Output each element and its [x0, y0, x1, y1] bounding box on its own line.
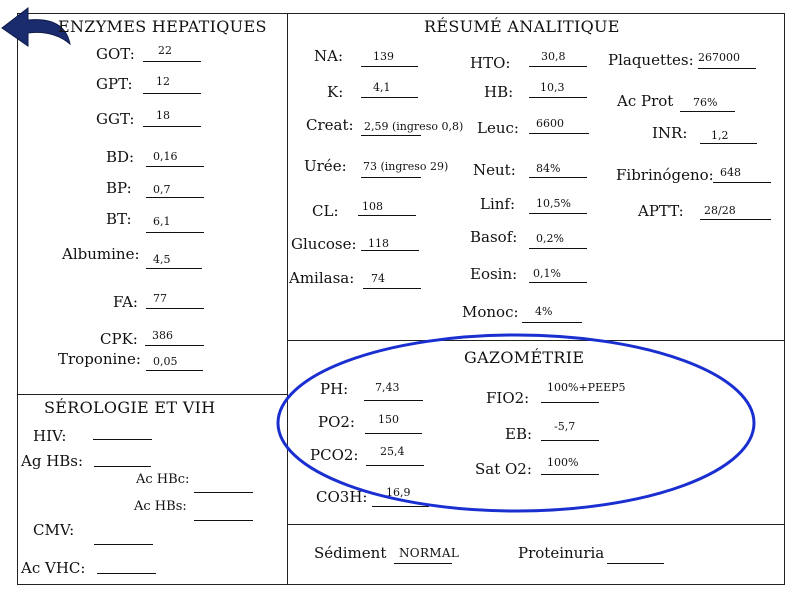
- bp-value: 0,7: [153, 183, 171, 196]
- linf-field[interactable]: [529, 213, 587, 214]
- cmv-label: CMV:: [33, 521, 75, 539]
- achbs-field[interactable]: [194, 520, 253, 521]
- gpt-label: GPT:: [96, 75, 133, 93]
- sediment-field[interactable]: [394, 563, 452, 564]
- monoc-value: 4%: [535, 305, 553, 318]
- troponine-value: 0,05: [153, 355, 178, 368]
- ggt-value: 18: [156, 109, 170, 122]
- fibrinogeno-label: Fibrinógeno:: [616, 166, 714, 184]
- cmv-field[interactable]: [94, 544, 153, 545]
- hto-label: HTO:: [470, 54, 511, 72]
- ggt-label: GGT:: [96, 110, 135, 128]
- basof-field[interactable]: [529, 248, 587, 249]
- bd-value: 0,16: [153, 150, 178, 163]
- glucose-field[interactable]: [361, 250, 419, 251]
- pco2-value: 25,4: [380, 445, 405, 458]
- enzymes-title: ENZYMES HEPATIQUES: [58, 17, 267, 36]
- fio2-label: FIO2:: [486, 389, 530, 407]
- serologie-title: SÉROLOGIE ET VIH: [44, 398, 216, 417]
- got-label: GOT:: [96, 45, 135, 63]
- divider-left-horizontal: [17, 394, 287, 395]
- monoc-label: Monoc:: [462, 303, 519, 321]
- eosin-field[interactable]: [529, 282, 587, 283]
- cpk-value: 386: [152, 329, 173, 342]
- co3h-label: CO3H:: [316, 488, 368, 506]
- cpk-field[interactable]: [145, 345, 204, 346]
- leuc-label: Leuc:: [477, 119, 519, 137]
- proteinuria-field[interactable]: [607, 563, 664, 564]
- k-label: K:: [327, 83, 344, 101]
- uree-label: Urée:: [304, 157, 347, 175]
- sato2-value: 100%: [547, 456, 579, 469]
- amilasa-value: 74: [371, 272, 385, 285]
- creat-value: 2,59 (ingreso 0,8): [364, 120, 464, 133]
- k-field[interactable]: [361, 97, 418, 98]
- aghbs-label: Ag HBs:: [21, 452, 84, 470]
- bt-label: BT:: [106, 210, 132, 228]
- proteinuria-label: Proteinuria: [518, 544, 605, 562]
- inr-field[interactable]: [700, 143, 757, 144]
- inr-value: 1,2: [711, 129, 729, 142]
- resume-title: RÉSUMÉ ANALITIQUE: [424, 17, 620, 36]
- ggt-field[interactable]: [143, 126, 201, 127]
- gpt-value: 12: [156, 75, 170, 88]
- basof-value: 0,2%: [536, 232, 564, 245]
- albumine-value: 4,5: [153, 253, 171, 266]
- uree-value: 73 (ingreso 29): [363, 160, 449, 173]
- achbs-label: Ac HBs:: [134, 499, 187, 514]
- bp-label: BP:: [106, 179, 132, 197]
- bd-label: BD:: [106, 148, 135, 166]
- creat-label: Creat:: [306, 116, 354, 134]
- neut-field[interactable]: [529, 177, 587, 178]
- hiv-field[interactable]: [93, 439, 152, 440]
- highlight-ellipse: [270, 330, 796, 522]
- sediment-value: NORMAL: [399, 546, 460, 560]
- fa-value: 77: [153, 292, 167, 305]
- aptt-field[interactable]: [700, 219, 771, 220]
- co3h-value: 16,9: [386, 486, 411, 499]
- bp-field[interactable]: [146, 197, 204, 198]
- linf-label: Linf:: [480, 195, 516, 213]
- plaquettes-label: Plaquettes:: [608, 51, 694, 69]
- basof-label: Basof:: [470, 228, 518, 246]
- cl-value: 108: [362, 200, 383, 213]
- po2-value: 150: [378, 413, 399, 426]
- hto-field[interactable]: [529, 66, 587, 67]
- neut-value: 84%: [536, 162, 561, 175]
- acprot-label: Ac Prot: [617, 92, 674, 110]
- sato2-label: Sat O2:: [475, 460, 532, 478]
- hiv-label: HIV:: [33, 427, 67, 445]
- leuc-value: 6600: [536, 117, 564, 130]
- eb-label: EB:: [505, 425, 533, 443]
- fibrinogeno-value: 648: [720, 166, 741, 179]
- acprot-value: 76%: [693, 96, 718, 109]
- po2-label: PO2:: [318, 413, 355, 431]
- ph-value: 7,43: [375, 381, 400, 394]
- amilasa-field[interactable]: [363, 288, 421, 289]
- plaquettes-field[interactable]: [698, 68, 756, 69]
- achbc-label: Ac HBc:: [136, 472, 190, 487]
- acvhc-field[interactable]: [97, 573, 156, 574]
- gazometrie-title: GAZOMÉTRIE: [464, 348, 585, 367]
- eb-value: -5,7: [554, 420, 576, 433]
- ph-label: PH:: [320, 380, 349, 398]
- hb-value: 10,3: [540, 81, 565, 94]
- leuc-field[interactable]: [529, 133, 589, 134]
- cl-label: CL:: [312, 202, 339, 220]
- acvhc-label: Ac VHC:: [21, 559, 86, 577]
- troponine-field[interactable]: [146, 370, 203, 371]
- k-value: 4,1: [373, 81, 391, 94]
- monoc-field[interactable]: [522, 322, 582, 323]
- fibrinogeno-field[interactable]: [713, 182, 771, 183]
- eosin-label: Eosin:: [470, 265, 518, 283]
- uree-field[interactable]: [361, 177, 421, 178]
- fio2-value: 100%+PEEP5: [547, 381, 626, 394]
- acprot-field[interactable]: [680, 111, 735, 112]
- troponine-label: Troponine:: [58, 350, 141, 368]
- bt-field[interactable]: [146, 232, 204, 233]
- aptt-label: APTT:: [638, 202, 684, 220]
- eosin-value: 0,1%: [533, 267, 561, 280]
- hto-value: 30,8: [541, 50, 566, 63]
- cl-field[interactable]: [358, 215, 416, 216]
- pco2-label: PCO2:: [310, 446, 359, 464]
- albumine-field[interactable]: [146, 268, 202, 269]
- achbc-field[interactable]: [194, 492, 253, 493]
- na-field[interactable]: [361, 66, 418, 67]
- bd-field[interactable]: [146, 166, 204, 167]
- hb-field[interactable]: [529, 97, 587, 98]
- bt-value: 6,1: [153, 215, 171, 228]
- fa-field[interactable]: [146, 308, 204, 309]
- fa-label: FA:: [113, 293, 138, 311]
- amilasa-label: Amilasa:: [289, 269, 355, 287]
- gpt-field[interactable]: [143, 93, 201, 94]
- creat-field[interactable]: [361, 135, 421, 136]
- glucose-value: 118: [368, 237, 389, 250]
- divider-right-bottom: [287, 524, 785, 525]
- hb-label: HB:: [484, 83, 514, 101]
- got-value: 22: [158, 44, 172, 57]
- glucose-label: Glucose:: [291, 235, 357, 253]
- sediment-label: Sédiment: [314, 544, 387, 562]
- got-field[interactable]: [143, 61, 201, 62]
- aptt-value: 28/28: [704, 204, 736, 217]
- na-label: NA:: [314, 47, 344, 65]
- plaquettes-value: 267000: [698, 51, 740, 64]
- inr-label: INR:: [652, 124, 688, 142]
- albumine-label: Albumine:: [62, 245, 140, 263]
- neut-label: Neut:: [473, 161, 516, 179]
- linf-value: 10,5%: [536, 197, 571, 210]
- cpk-label: CPK:: [100, 330, 138, 348]
- aghbs-field[interactable]: [94, 466, 151, 467]
- na-value: 139: [373, 50, 394, 63]
